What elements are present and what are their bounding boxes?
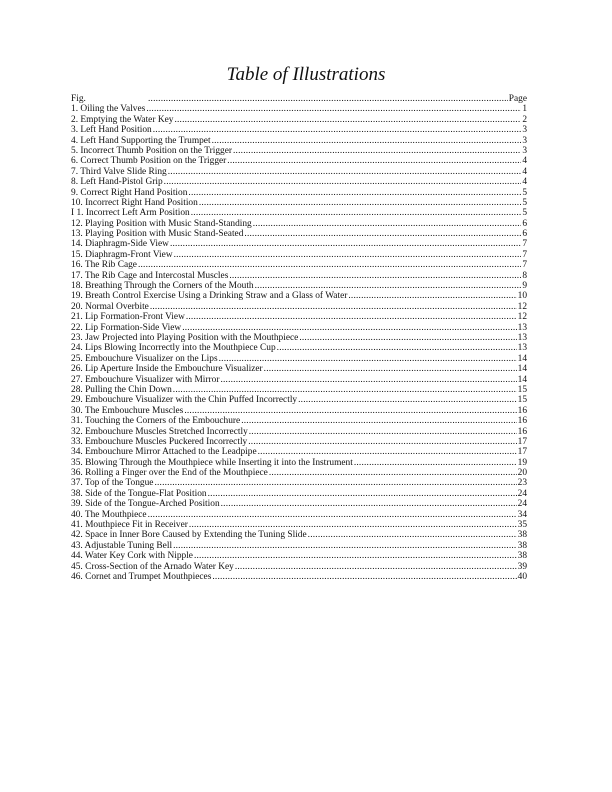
entry-page-number: 15: [517, 384, 527, 395]
entry-label: 9. Correct Right Hand Position: [71, 187, 188, 198]
illustration-entry: [71, 489, 527, 499]
entry-page-number: 38: [517, 551, 527, 562]
illustration-entry: [71, 115, 527, 125]
dot-leader: [148, 94, 508, 104]
dot-leader: [235, 562, 517, 572]
entry-label: 14. Diaphragm-Side View: [71, 239, 169, 250]
dot-leader: [354, 458, 517, 468]
illustration-entry: [71, 125, 527, 135]
entry-label: 6. Correct Thumb Position on the Trigger: [71, 156, 227, 167]
entry-label: 45. Cross-Section of the Arnado Water Key: [71, 561, 234, 572]
entry-label: 23. Jaw Projected into Playing Position with the Mouthpiece: [71, 332, 299, 343]
fig-column-label: Fig.: [71, 94, 86, 104]
entry-page-number: 23: [517, 478, 527, 489]
entry-page-number: 6: [522, 229, 527, 240]
entry-page-number: 15: [517, 395, 527, 406]
illustration-entry: [71, 520, 527, 530]
illustration-entry: [71, 427, 527, 437]
dot-leader: [168, 167, 522, 177]
dot-leader: [298, 395, 517, 405]
dot-leader: [269, 468, 517, 478]
illustration-entry: [71, 177, 527, 187]
dot-leader: [244, 229, 521, 239]
illustration-entry: [71, 416, 527, 426]
entry-page-number: 16: [517, 405, 527, 416]
dot-leader: [249, 427, 517, 437]
entry-label: 26. Lip Aperture Inside the Embouchure Visualizer: [71, 364, 263, 375]
entry-page-number: 14: [517, 353, 527, 364]
dot-leader: [153, 125, 522, 135]
entry-page-number: 17: [517, 447, 527, 458]
dot-leader: [227, 156, 521, 166]
dot-leader: [182, 323, 516, 333]
dot-leader: [138, 260, 521, 270]
entry-label: 44. Water Key Cork with Nipple: [71, 551, 193, 562]
entry-label: 39. Side of the Tongue-Arched Position: [71, 499, 220, 510]
entry-page-number: 16: [517, 426, 527, 437]
entry-page-number: 5: [522, 197, 527, 208]
entry-label: 17. The Rib Cage and Intercostal Muscles: [71, 270, 229, 281]
illustration-entry: [71, 156, 527, 166]
entry-label: 22. Lip Formation-Side View: [71, 322, 182, 333]
entry-label: 33. Embouchure Muscles Puckered Incorrectly: [71, 436, 248, 447]
entry-label: 35. Blowing Through the Mouthpiece while Inserting it into the Instrument: [71, 457, 353, 468]
entry-label: 46. Cornet and Trumpet Mouthpieces: [71, 571, 212, 582]
entry-label: 19. Breath Control Exercise Using a Drinking Straw and a Glass of Water: [71, 291, 348, 302]
entry-label: 7. Third Valve Slide Ring: [71, 166, 167, 177]
dot-leader: [184, 406, 516, 416]
entry-page-number: 40: [517, 571, 527, 582]
dot-leader: [277, 343, 517, 353]
dot-leader: [194, 551, 517, 561]
entry-page-number: 24: [517, 499, 527, 510]
entry-label: 41. Mouthpiece Fit in Receiver: [71, 520, 188, 531]
entry-label: 29. Embouchure Visualizer with the Chin Puffed Incorrectly: [71, 395, 298, 406]
entry-label: 13. Playing Position with Music Stand-Seated: [71, 229, 244, 240]
entry-label: 1. Oiling the Valves: [71, 104, 146, 115]
entry-label: 27. Embouchure Visualizer with Mirror: [71, 374, 220, 385]
page-column-label: Page: [508, 94, 527, 104]
illustration-entry: [71, 136, 527, 146]
illustration-entry: [71, 198, 527, 208]
illustration-entry: [71, 375, 527, 385]
entry-page-number: 8: [522, 270, 527, 281]
entry-label: 30. The Embouchure Muscles: [71, 405, 184, 416]
dot-leader: [173, 385, 517, 395]
entry-label: 10. Incorrect Right Hand Position: [71, 197, 198, 208]
entry-label: 20. Normal Overbite: [71, 301, 149, 312]
illustration-entry: [71, 458, 527, 468]
illustration-entry: [71, 510, 527, 520]
entry-page-number: 4: [522, 156, 527, 167]
dot-leader: [170, 239, 521, 249]
entry-label: 18. Breathing Through the Corners of the Mouth: [71, 281, 254, 292]
entry-label: 43. Adjustable Tuning Bell: [71, 540, 173, 551]
dot-leader: [212, 572, 516, 582]
illustration-entry: [71, 260, 527, 270]
entry-page-number: 1: [522, 104, 527, 115]
entry-label: 37. Top of the Tongue: [71, 478, 154, 489]
page-title: Table of Illustrations: [226, 64, 386, 85]
illustration-entry: [71, 239, 527, 249]
entry-label: 36. Rolling a Finger over the End of the Mouthpiece: [71, 468, 268, 479]
illustration-entry: [71, 364, 527, 374]
illustration-entry: [71, 530, 527, 540]
illustration-entry: [71, 562, 527, 572]
entry-label: 42. Space in Inner Bore Caused by Extending the Tuning Slide: [71, 530, 307, 541]
entry-page-number: 14: [517, 374, 527, 385]
dot-leader: [221, 499, 517, 509]
illustration-entry: [71, 208, 527, 218]
entry-page-number: 7: [522, 239, 527, 250]
illustration-entry: [71, 437, 527, 447]
illustration-entry: [71, 229, 527, 239]
entry-page-number: 14: [517, 364, 527, 375]
dot-leader: [189, 520, 517, 530]
illustration-entry: [71, 395, 527, 405]
entry-label: 4. Left Hand Supporting the Trumpet: [71, 135, 211, 146]
illustration-entry: [71, 447, 527, 457]
entry-label: 34. Embouchure Mirror Attached to the Leadpipe: [71, 447, 257, 458]
illustration-entry: [71, 541, 527, 551]
entry-label: 31. Touching the Corners of the Embouchure: [71, 416, 241, 427]
entry-label: I 1. Incorrect Left Arm Position: [71, 208, 190, 219]
illustration-entry: [71, 468, 527, 478]
dot-leader: [308, 530, 517, 540]
entry-label: 3. Left Hand Position: [71, 125, 152, 136]
entry-page-number: 6: [522, 218, 527, 229]
dot-leader: [212, 136, 522, 146]
dot-leader: [174, 250, 522, 260]
entry-page-number: 7: [522, 249, 527, 260]
entry-page-number: 3: [522, 125, 527, 136]
entry-label: 5. Incorrect Thumb Position on the Trigger: [71, 145, 233, 156]
entry-label: 16. The Rib Cage: [71, 260, 137, 271]
entry-page-number: 17: [517, 436, 527, 447]
dot-leader: [208, 489, 517, 499]
entry-label: 8. Left Hand-Pistol Grip: [71, 177, 163, 188]
dot-leader: [188, 188, 521, 198]
entry-page-number: 9: [522, 281, 527, 292]
entry-label: 21. Lip Formation-Front View: [71, 312, 185, 323]
entry-page-number: 34: [517, 509, 527, 520]
entry-label: 24. Lips Blowing Incorrectly into the Mouthpiece Cup: [71, 343, 276, 354]
dot-leader: [229, 271, 521, 281]
illustration-entry: [71, 167, 527, 177]
illustration-entry: [71, 291, 527, 301]
entry-page-number: 4: [522, 177, 527, 188]
illustration-entry: [71, 188, 527, 198]
dot-leader: [299, 333, 516, 343]
illustrations-table: [71, 94, 527, 582]
dot-leader: [154, 478, 516, 488]
entry-page-number: 12: [517, 301, 527, 312]
dot-leader: [150, 302, 517, 312]
entry-page-number: 16: [517, 416, 527, 427]
entry-page-number: 3: [522, 145, 527, 156]
table-header-row: [71, 94, 527, 104]
entry-page-number: 38: [517, 530, 527, 541]
illustration-entry: [71, 323, 527, 333]
dot-leader: [191, 208, 522, 218]
dot-leader: [146, 104, 521, 114]
entry-page-number: 3: [522, 135, 527, 146]
illustration-entry: [71, 478, 527, 488]
entry-page-number: 12: [517, 312, 527, 323]
entry-page-number: 38: [517, 540, 527, 551]
entry-page-number: 13: [517, 332, 527, 343]
dot-leader: [173, 541, 517, 551]
dot-leader: [164, 177, 522, 187]
entry-page-number: 5: [522, 187, 527, 198]
entry-page-number: 4: [522, 166, 527, 177]
entry-page-number: 5: [522, 208, 527, 219]
illustration-entry: [71, 281, 527, 291]
entry-page-number: 20: [517, 468, 527, 479]
illustration-entry: [71, 104, 527, 114]
illustration-entry: [71, 551, 527, 561]
entry-label: 15. Diaphragm-Front View: [71, 249, 173, 260]
entry-label: 28. Pulling the Chin Down: [71, 384, 172, 395]
dot-leader: [253, 219, 522, 229]
entry-label: 2. Emptying the Water Key: [71, 114, 174, 125]
illustration-entry: [71, 250, 527, 260]
entry-page-number: 13: [517, 343, 527, 354]
dot-leader: [264, 364, 517, 374]
illustration-entry: [71, 333, 527, 343]
entry-page-number: 35: [517, 520, 527, 531]
entry-label: 38. Side of the Tongue-Flat Position: [71, 488, 207, 499]
illustration-entry: [71, 271, 527, 281]
entry-page-number: 19: [517, 457, 527, 468]
dot-leader: [241, 416, 516, 426]
entry-page-number: 13: [517, 322, 527, 333]
entry-page-number: 24: [517, 488, 527, 499]
illustration-entry: [71, 146, 527, 156]
illustration-entry: [71, 219, 527, 229]
dot-leader: [186, 312, 517, 322]
dot-leader: [219, 354, 517, 364]
illustration-entry: [71, 302, 527, 312]
dot-leader: [258, 447, 517, 457]
dot-leader: [233, 146, 521, 156]
illustration-entry: [71, 406, 527, 416]
illustration-entry: [71, 499, 527, 509]
entry-page-number: 10: [517, 291, 527, 302]
dot-leader: [255, 281, 522, 291]
dot-leader: [199, 198, 522, 208]
entry-label: 40. The Mouthpiece: [71, 509, 147, 520]
dot-leader: [174, 115, 521, 125]
dot-leader: [148, 510, 517, 520]
dot-leader: [248, 437, 516, 447]
illustration-entry: [71, 312, 527, 322]
entry-label: 25. Embouchure Visualizer on the Lips: [71, 353, 218, 364]
entry-page-number: 7: [522, 260, 527, 271]
dot-leader: [220, 375, 516, 385]
entry-page-number: 2: [522, 114, 527, 125]
entry-page-number: 39: [517, 561, 527, 572]
entry-label: 12. Playing Position with Music Stand-Standing: [71, 218, 252, 229]
entry-label: 32. Embouchure Muscles Stretched Incorrectly: [71, 426, 248, 437]
illustration-entry: [71, 385, 527, 395]
illustration-entry: [71, 354, 527, 364]
illustration-entry: [71, 343, 527, 353]
dot-leader: [348, 291, 516, 301]
illustration-entry: [71, 572, 527, 582]
